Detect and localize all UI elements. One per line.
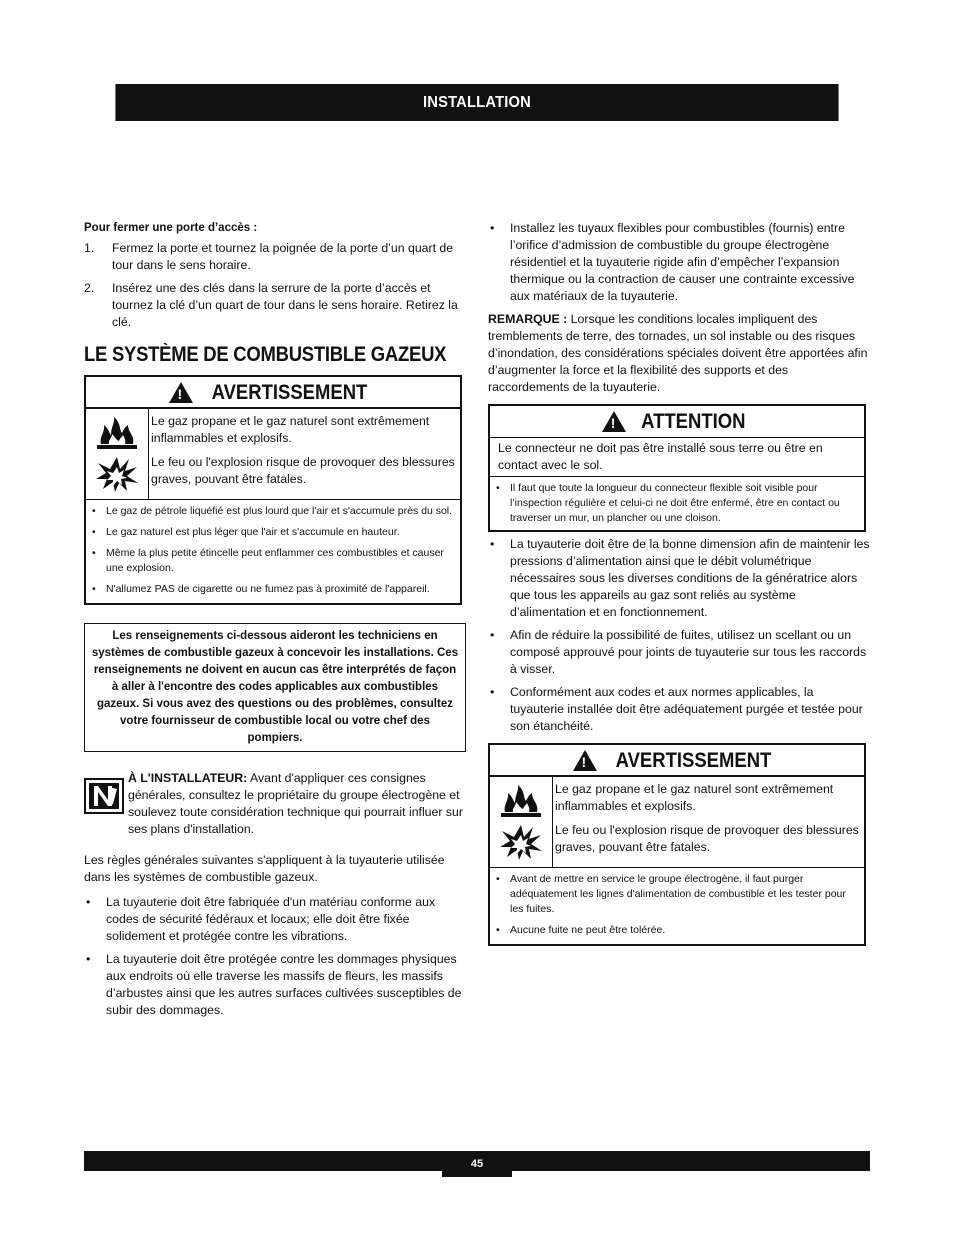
- warning-text-2: Le feu ou l'explosion risque de provoquer des blessures graves, pouvant être fatales.: [555, 823, 859, 854]
- left-bullet-list: [84, 894, 466, 1019]
- list-item-text: La tuyauterie doit être fabriquée d'un matériau conforme aux codes de sécurité fédéraux et locaux; elle doit être fixée solidement et protégée contre les vibrations.: [106, 895, 436, 943]
- warning-list-text: Aucune fuite ne peut être tolérée.: [510, 924, 666, 936]
- attention-title: ATTENTION: [640, 410, 746, 433]
- list-item-text: La tuyauterie doit être protégée contre les dommages physiques aux endroits où elle traverse les massifs de fleurs, les massifs d’arbustes ainsi que les autres surfaces cultivées susceptibles de subir des dommages.: [106, 952, 462, 1017]
- page-number: 45: [442, 1151, 512, 1177]
- step-text: Insérez une des clés dans la serrure de la porte d’accès et tournez la clé d’un quart de tour dans le sens horaire. Retirez la clé.: [112, 281, 458, 329]
- remark-text: Lorsque les conditions locales impliquent des tremblements de terre, des tornades, un sol instable ou des risques d’inondation, des considérations spéciales doivent être apportées afin d’augmenter la force et la flexibilité des supports et des raccordements de la tuyauterie.: [488, 312, 868, 394]
- warning-text: [553, 777, 864, 867]
- step-item: [84, 240, 466, 274]
- section-title: LE SYSTÈME DE COMBUSTIBLE GAZEUX: [84, 343, 447, 366]
- close-door-steps: [84, 240, 466, 331]
- list-item: • La tuyauterie doit être de la bonne dimension afin de maintenir les pressions d’alimentation ainsi que le débit volumétrique nécessaires sous les diverses conditions de la génératrice alors que tous les appareils au gaz sont reliés au système d’alimentation et en fonctionnement.: [490, 537, 870, 619]
- warning-list-item: • Le gaz naturel est plus léger que l'air et s'accumule en hauteur.: [92, 526, 400, 538]
- warning-box-2: [488, 743, 866, 946]
- step-number: 1.: [84, 241, 95, 255]
- section-header: INSTALLATION: [115, 84, 838, 121]
- close-door-heading: Pour fermer une porte d’accès :: [84, 222, 258, 234]
- warning-triangle-icon: [169, 382, 193, 403]
- warning-triangle-icon: [573, 750, 597, 771]
- warning-body: [490, 777, 864, 868]
- warning-title: AVERTISSEMENT: [615, 748, 771, 772]
- fire-icon: [95, 415, 139, 451]
- list-item: • Conformément aux codes et aux normes applicables, la tuyauterie installée doit être adéquatement purgée et testée pour son étanchéité.: [490, 685, 863, 733]
- warning-box: [84, 375, 462, 605]
- warning-text-1: Le gaz propane et le gaz naturel sont extrêmement inflammables et explosifs.: [555, 782, 834, 813]
- installer-label: À L'INSTALLATEUR:: [128, 771, 248, 785]
- warning-list-text: Même la plus petite étincelle peut enflammer ces combustibles et causer une explosion.: [106, 547, 444, 574]
- list-item: • Installez les tuyaux flexibles pour combustibles (fournis) entre l’orifice d’admission de combustible du groupe électrogène résidentiel et la tuyauterie rigide afin d’empêcher l’expansion thermique ou la contraction de causer une contrainte excessive aux matériaux de la tuyauterie.: [490, 221, 855, 303]
- warning-title: AVERTISSEMENT: [211, 380, 367, 404]
- warning-triangle-icon: [602, 411, 626, 432]
- warning-list-text: Avant de mettre en service le groupe électrogène, il faut purger adéquatement les lignes d'alimentation de combustible et les tester pour les fuites.: [510, 873, 846, 915]
- list-item-text: Installez les tuyaux flexibles pour combustibles (fournis) entre l’orifice d’admission de combustible du groupe électrogène résidentiel et la tuyauterie rigide afin d’empêcher l’expansion thermique ou la contraction de causer une contrainte excessive aux matériaux de la tuyauterie.: [510, 221, 855, 303]
- explosion-icon: [499, 823, 543, 861]
- warning-header: [86, 377, 460, 409]
- warning-list-text: Le gaz de pétrole liquéfié est plus lourd que l'air et s'accumule près du sol.: [106, 505, 453, 517]
- list-item-text: Afin de réduire la possibilité de fuites, utilisez un scellant ou un composé approuvé pour joints de tuyauterie sur tous les raccords à visser.: [510, 628, 867, 676]
- warning-text-2: Le feu ou l'explosion risque de provoquer des blessures graves, pouvant être fatales.: [151, 455, 455, 486]
- warning-text: [149, 409, 460, 499]
- remark: [488, 311, 870, 396]
- warning-icons: [490, 777, 553, 867]
- warning-list-text: N'allumez PAS de cigarette ou ne fumez pas à proximité de l'appareil.: [106, 583, 430, 595]
- attention-header: [490, 406, 864, 438]
- right-bullet-list: [488, 536, 870, 735]
- warning-header: [490, 745, 864, 777]
- warning-list-item: • Le gaz de pétrole liquéfié est plus lourd que l'air et s'accumule près du sol.: [92, 505, 453, 517]
- installer-body: Avant d'appliquer ces consignes générales, consultez le propriétaire du groupe électrogène et soulevez toute considération technique qui pourrait influer sur ses plans d'installation.: [128, 771, 463, 836]
- list-item: • La tuyauterie doit être fabriquée d'un matériau conforme aux codes de sécurité fédéraux et locaux; elle doit être fixée solidement et protégée contre les vibrations.: [86, 895, 436, 943]
- installer-text: [128, 770, 466, 838]
- warning-list: [490, 868, 864, 944]
- warning-body: [86, 409, 460, 500]
- right-column: [488, 220, 870, 946]
- warning-icons: [86, 409, 149, 499]
- warning-list-item: • Avant de mettre en service le groupe électrogène, il faut purger adéquatement les lignes d'alimentation de combustible et les tester pour les fuites.: [496, 873, 846, 915]
- list-item: • La tuyauterie doit être protégée contre les dommages physiques aux endroits où elle traverse les massifs de fleurs, les massifs d’arbustes ainsi que les autres surfaces cultivées susceptibles de subir des dommages.: [86, 952, 462, 1017]
- step-text: Fermez la porte et tournez la poignée de la porte d’un quart de tour dans le sens horaire.: [112, 241, 454, 272]
- attention-box: [488, 404, 866, 532]
- warning-list-item: • N'allumez PAS de cigarette ou ne fumez pas à proximité de l'appareil.: [92, 583, 430, 595]
- warning-list-item: • Même la plus petite étincelle peut enflammer ces combustibles et causer une explosion.: [92, 547, 444, 574]
- attention-list: [490, 477, 864, 530]
- fire-icon: [499, 783, 543, 819]
- step-number: 2.: [84, 281, 95, 295]
- info-box: Les renseignements ci-dessous aideront les techniciens en systèmes de combustible gazeux à concevoir les installations. Ces renseignements ne doivent en aucun cas être interprétés de façon à aller à l'encontre des codes applicables aux combustibles gazeux. Si vous avez des questions ou des problèmes, consultez votre fournisseur de combustible local ou votre chef des pompiers.: [84, 623, 466, 752]
- list-item-text: Conformément aux codes et aux normes applicables, la tuyauterie installée doit être adéquatement purgée et testée pour son étanchéité.: [510, 685, 863, 733]
- warning-list-text: Le gaz naturel est plus léger que l'air et s'accumule en hauteur.: [106, 526, 400, 538]
- general-rules: Les règles générales suivantes s'appliquent à la tuyauterie utilisée dans les systèmes de combustible gazeux.: [84, 853, 445, 884]
- warning-list: [86, 500, 460, 603]
- list-item-text: La tuyauterie doit être de la bonne dimension afin de maintenir les pressions d’alimentation ainsi que le débit volumétrique nécessaires sous les diverses conditions de la génératrice alors que tous les appareils au gaz sont reliés au système d’alimentation et en fonctionnement.: [510, 537, 870, 619]
- attention-text: Le connecteur ne doit pas être installé sous terre ou être en contact avec le sol.: [490, 438, 864, 477]
- list-item: • Afin de réduire la possibilité de fuites, utilisez un scellant ou un composé approuvé pour joints de tuyauterie sur tous les raccords à visser.: [490, 628, 867, 676]
- right-top-bullet: [488, 220, 870, 305]
- explosion-icon: [95, 455, 139, 493]
- attention-list-item: • Il faut que toute la longueur du connecteur flexible soit visible pour l’inspection régulière et celui-ci ne doit être enfermé, être en contact ou traverser un mur, un plancher ou une cloison.: [496, 482, 840, 524]
- attention-list-text: Il faut que toute la longueur du connecteur flexible soit visible pour l’inspection régulière et celui-ci ne doit être enfermé, être en contact ou traverser un mur, un plancher ou une cloison.: [510, 482, 840, 524]
- note-icon: [84, 778, 124, 814]
- warning-text-1: Le gaz propane et le gaz naturel sont extrêmement inflammables et explosifs.: [151, 414, 430, 445]
- warning-list-item: • Aucune fuite ne peut être tolérée.: [496, 924, 666, 936]
- remark-label: REMARQUE :: [488, 312, 568, 326]
- left-column: [84, 220, 466, 1025]
- step-item: [84, 280, 466, 331]
- installer-note: [84, 770, 466, 838]
